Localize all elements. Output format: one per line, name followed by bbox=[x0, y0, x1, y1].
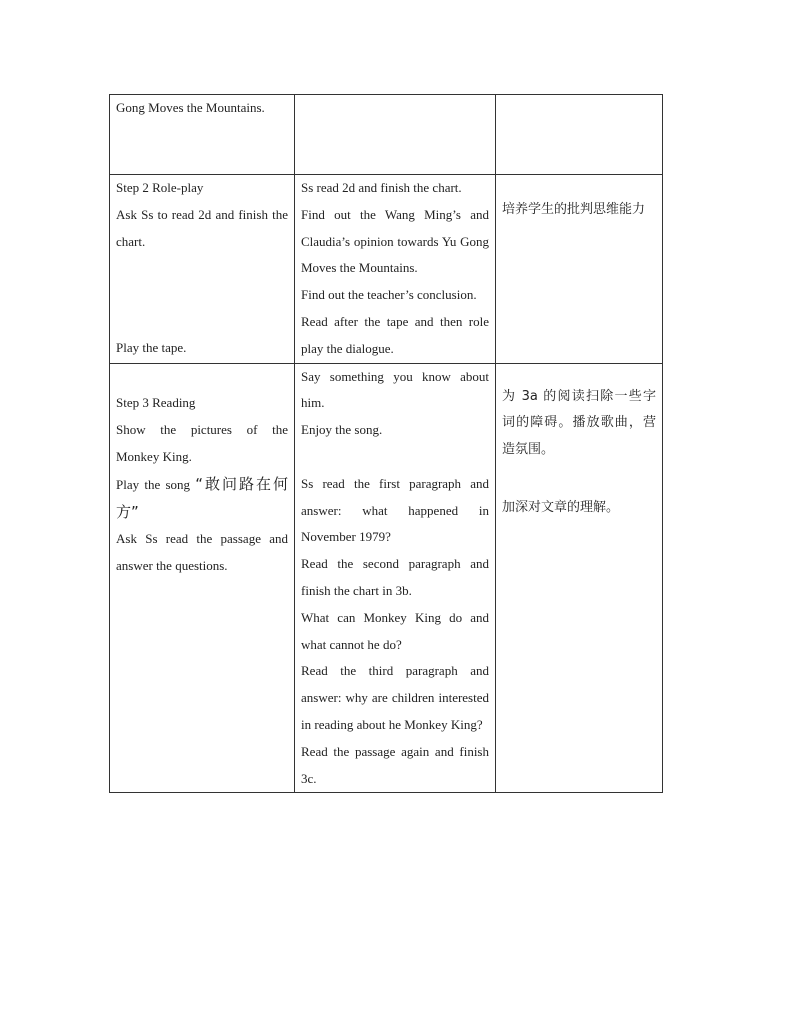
cell-text: Play the song bbox=[116, 476, 191, 492]
cell-text: What can Monkey King do and what cannot he do? bbox=[301, 609, 489, 652]
teacher-activity-cell bbox=[110, 363, 295, 793]
lesson-plan-table bbox=[109, 94, 663, 793]
cell-text: Read the passage again and finish 3c. bbox=[301, 743, 489, 786]
table-row bbox=[110, 95, 663, 175]
cell-text: Ss read 2d and finish the chart. bbox=[301, 180, 462, 195]
cell-text: Find out the teacher’s conclusion. bbox=[301, 287, 477, 303]
teacher-activity-cell bbox=[110, 95, 295, 175]
cell-text: Read the second paragraph and finish the chart in 3b. bbox=[301, 556, 489, 598]
cell-text: Play the tape. bbox=[116, 340, 187, 356]
cell-text: Ask Ss read the passage and answer the questions. bbox=[116, 531, 288, 574]
purpose-cell bbox=[496, 175, 663, 364]
cell-text: Ask Ss to read 2d and finish the chart. bbox=[116, 206, 288, 249]
purpose-cell bbox=[496, 95, 663, 175]
cell-text: Say something you know about him. bbox=[301, 368, 489, 411]
cell-text: Read after the tape and then role play the dialogue. bbox=[301, 313, 489, 356]
step-heading: Step 3 Reading bbox=[116, 395, 196, 411]
cell-text: Enjoy the song. bbox=[301, 422, 383, 438]
student-activity-cell bbox=[295, 95, 496, 175]
purpose-cell bbox=[496, 363, 663, 793]
student-activity-cell bbox=[295, 175, 496, 364]
cell-text bbox=[116, 471, 288, 527]
cell-text: Find out the Wang Ming’s and Claudia’s opinion towards Yu Gong Moves the Mountains. bbox=[301, 206, 489, 276]
cell-text: 为 3a 的阅读扫除一些字词的障碍。播放歌曲，营造氛围。 bbox=[502, 388, 656, 458]
cell-text: Gong Moves the Mountains. bbox=[116, 100, 265, 115]
table-row bbox=[110, 363, 663, 793]
cell-text: Read the third paragraph and answer: why are children interested in reading about he Monkey King? bbox=[301, 663, 489, 732]
cell-text: 加深对文章的理解。 bbox=[502, 499, 620, 515]
cell-text: Ss read the first paragraph and answer: what happened in November 1979? bbox=[301, 475, 489, 545]
teacher-activity-cell bbox=[110, 175, 295, 364]
cell-text: 培养学生的批判思维能力 bbox=[502, 202, 646, 217]
table-row bbox=[110, 175, 663, 364]
cell-text: Show the pictures of the Monkey King. bbox=[116, 422, 288, 464]
student-activity-cell bbox=[295, 363, 496, 793]
step-heading: Step 2 Role-play bbox=[116, 180, 204, 195]
song-title: “敢问路在何方” bbox=[116, 474, 288, 521]
